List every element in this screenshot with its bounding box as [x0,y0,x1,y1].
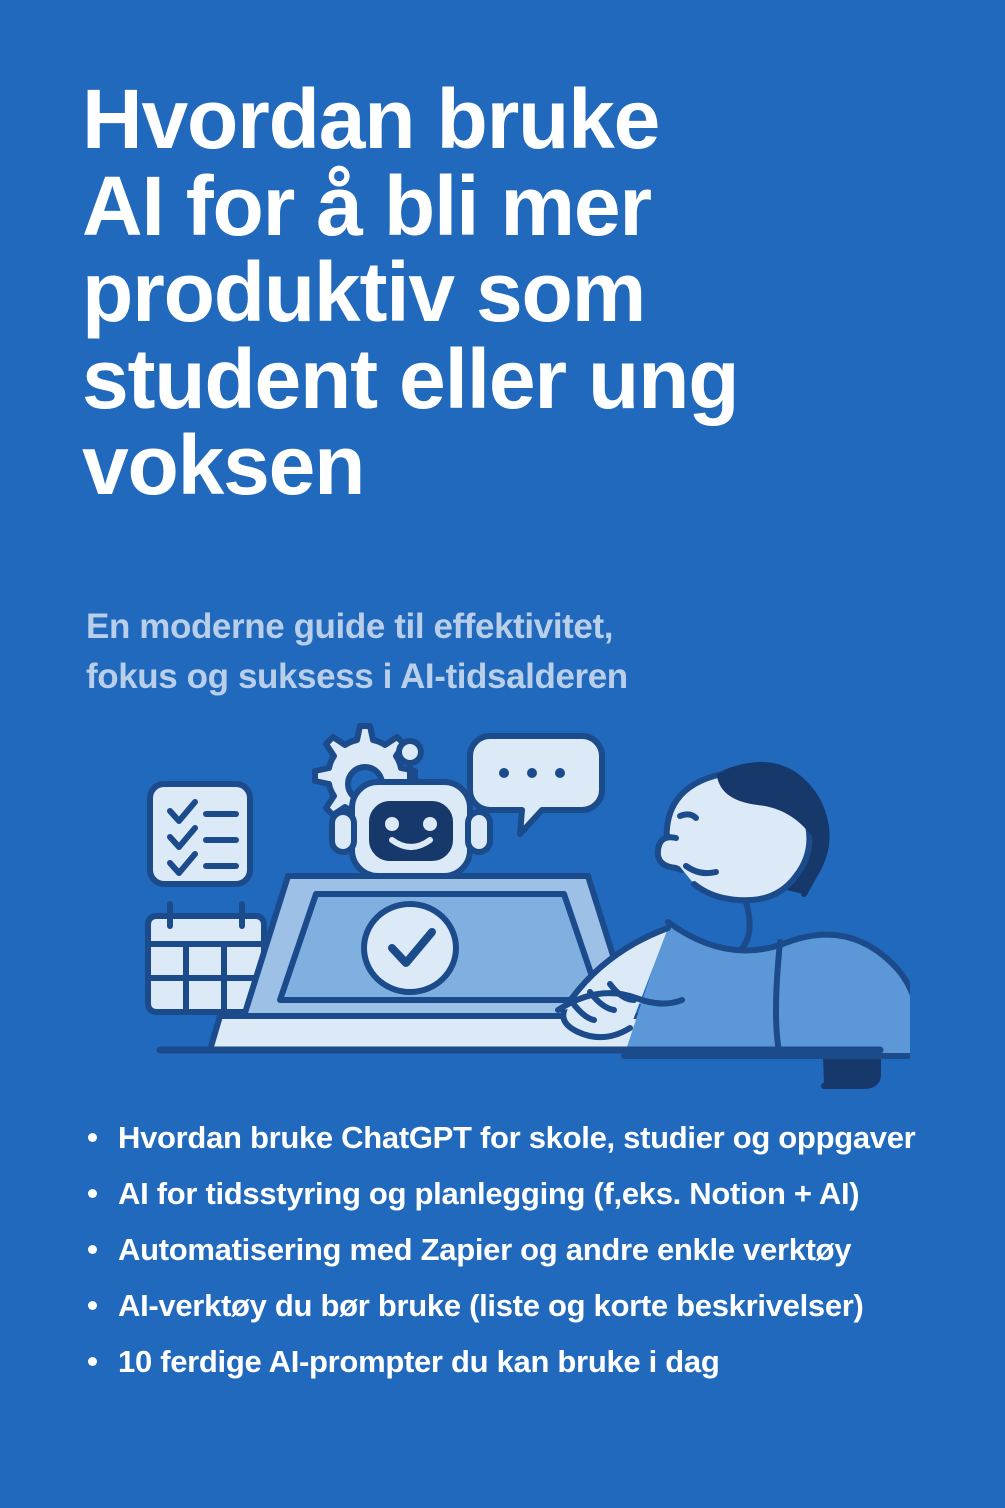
list-item [80,1346,950,1377]
calendar-icon [148,904,264,1012]
title-line-5: voksen [82,418,365,513]
page-subtitle [86,602,886,701]
person-illustration [558,765,910,1056]
list-item [80,1122,950,1153]
list-item-label: Hvordan bruke ChatGPT for skole, studier og oppgaver [118,1120,916,1155]
title-line-2: AI for å bli mer [82,158,651,253]
title-line-1: Hvordan bruke [82,72,660,166]
list-item-label: Automatisering med Zapier og andre enkle verktøy [118,1232,852,1267]
bullet-dot-icon [88,1357,97,1366]
title-line-3: produktiv som [82,245,646,340]
bullet-dot-icon [88,1245,97,1254]
list-item-label: AI for tidsstyring og planlegging (f,eks. Notion + AI) [118,1176,860,1211]
checklist-icon [150,784,250,884]
subtitle-line-1: En moderne guide til effektivitet, [86,607,614,646]
bullet-dot-icon [88,1189,97,1198]
title-line-4: student eller ung [82,331,739,426]
list-item [80,1290,950,1321]
student-with-laptop-and-robot-illustration [120,716,910,1106]
list-item-label: AI-verktøy du bør bruke (liste og korte beskrivelser) [118,1288,864,1323]
feature-list [80,1122,950,1402]
subtitle-line-2: fokus og suksess i AI-tidsalderen [86,656,628,696]
list-item [80,1178,950,1209]
bullet-dot-icon [88,1133,97,1142]
bullet-dot-icon [88,1301,97,1310]
list-item [80,1234,950,1265]
page-title [82,72,912,513]
list-item-label: 10 ferdige AI-prompter du kan bruke i dag [118,1344,720,1379]
